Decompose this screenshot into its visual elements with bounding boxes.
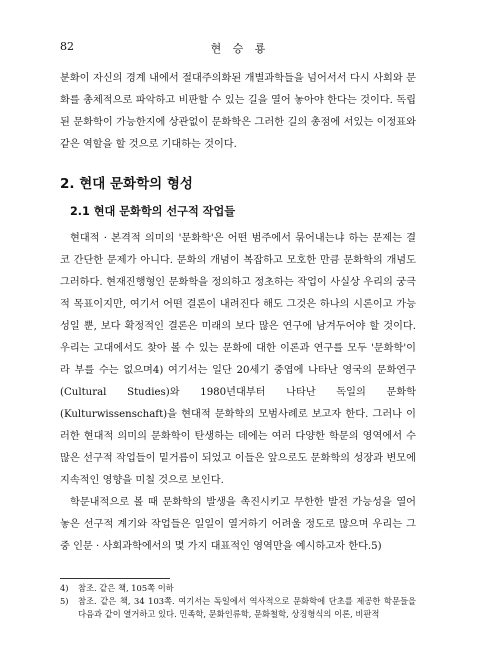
footnote-text: 참조. 같은 책, 34 103쪽. 여기서는 독일에서 역사적으로 문화학에 단초를 제공한 학문들을 다음과 같이 열거하고 있다. 민족학, 문화인류학, 문화철학, 상징형식의 이론, 비판적 xyxy=(78,596,416,619)
footnote xyxy=(60,595,416,621)
paragraph: 현대적 · 본격적 의미의 '문화학'은 어떤 범주에서 묶어내는냐 하는 문제는 결코 간단한 문제가 아니다. 문화의 개념이 복잡하고 모호한 만큼 문화학의 개념도 그러하다. 현재진행형인 문화학을 정의하고 정초하는 작업이 사실상 우리의 궁극적 목표이지만, 여기서 어떤 결론이 내려진다 해도 그것은 하나의 시론이고 가능성일 뿐, 보다 확정적인 결론은 미래의 보다 많은 연구에 남겨두어야 할 것이다. 우리는 고대에서도 찾아 볼 수 있는 문화에 대한 이론과 연구를 모두 '문화학'이라 부를 수는 없으며4) 여기서는 일단 20세기 중엽에 나타난 영국의 문화연구(Cultural Studies)와 1980년대부터 나타난 독일의 문화학(Kulturwissenschaft)을 현대적 문화학의 모범사례로 보고자 한다. 그러나 이러한 현대적 의미의 문화학이 탄생하는 데에는 여러 다양한 학문의 영역에서 수많은 선구적 작업들이 밑거름이 되었고 이들은 앞으로도 문화학의 성장과 변모에 지속적인 영향을 미칠 것으로 보인다. xyxy=(60,233,416,486)
footnote xyxy=(60,582,416,595)
footnote-divider xyxy=(60,578,170,579)
page-body xyxy=(60,68,416,621)
subsection-heading: 2.1 현대 문화학의 선구적 작업들 xyxy=(70,205,236,218)
paragraph: 학문내적으로 볼 때 문화학의 발생을 촉진시키고 무한한 발전 가능성을 열어 놓은 선구적 계기와 작업들은 일일이 열거하기 어려울 정도로 많으며 우리는 그중 인문 · 사회과학에서의 몇 가지 대표적인 영역만을 예시하고자 한다.5) xyxy=(60,497,416,552)
page-header xyxy=(60,40,420,58)
page-number: 82 xyxy=(60,40,74,53)
footnotes xyxy=(60,582,416,621)
section-heading: 2. 현대 문화학의 형성 xyxy=(60,176,193,192)
paragraph-continued: 분화이 자신의 경계 내에서 절대주의화된 개별과학들을 넘어서서 다시 사회와 문화를 총체적으로 파악하고 비판할 수 있는 길을 열어 놓아야 한다는 것이다. 독립된 문화학이 가능한지에 상관없이 문화학은 그러한 길의 총점에 서있는 이정표와 같은 역할을 할 것으로 기대하는 것이다. xyxy=(60,73,416,150)
footnote-mark: 5) xyxy=(60,596,69,606)
footnote-mark: 4) xyxy=(60,583,69,593)
footnote-text: 참조. 같은 책, 105쪽 이하 xyxy=(78,583,174,593)
running-head: 현 승 룡 xyxy=(210,42,270,55)
